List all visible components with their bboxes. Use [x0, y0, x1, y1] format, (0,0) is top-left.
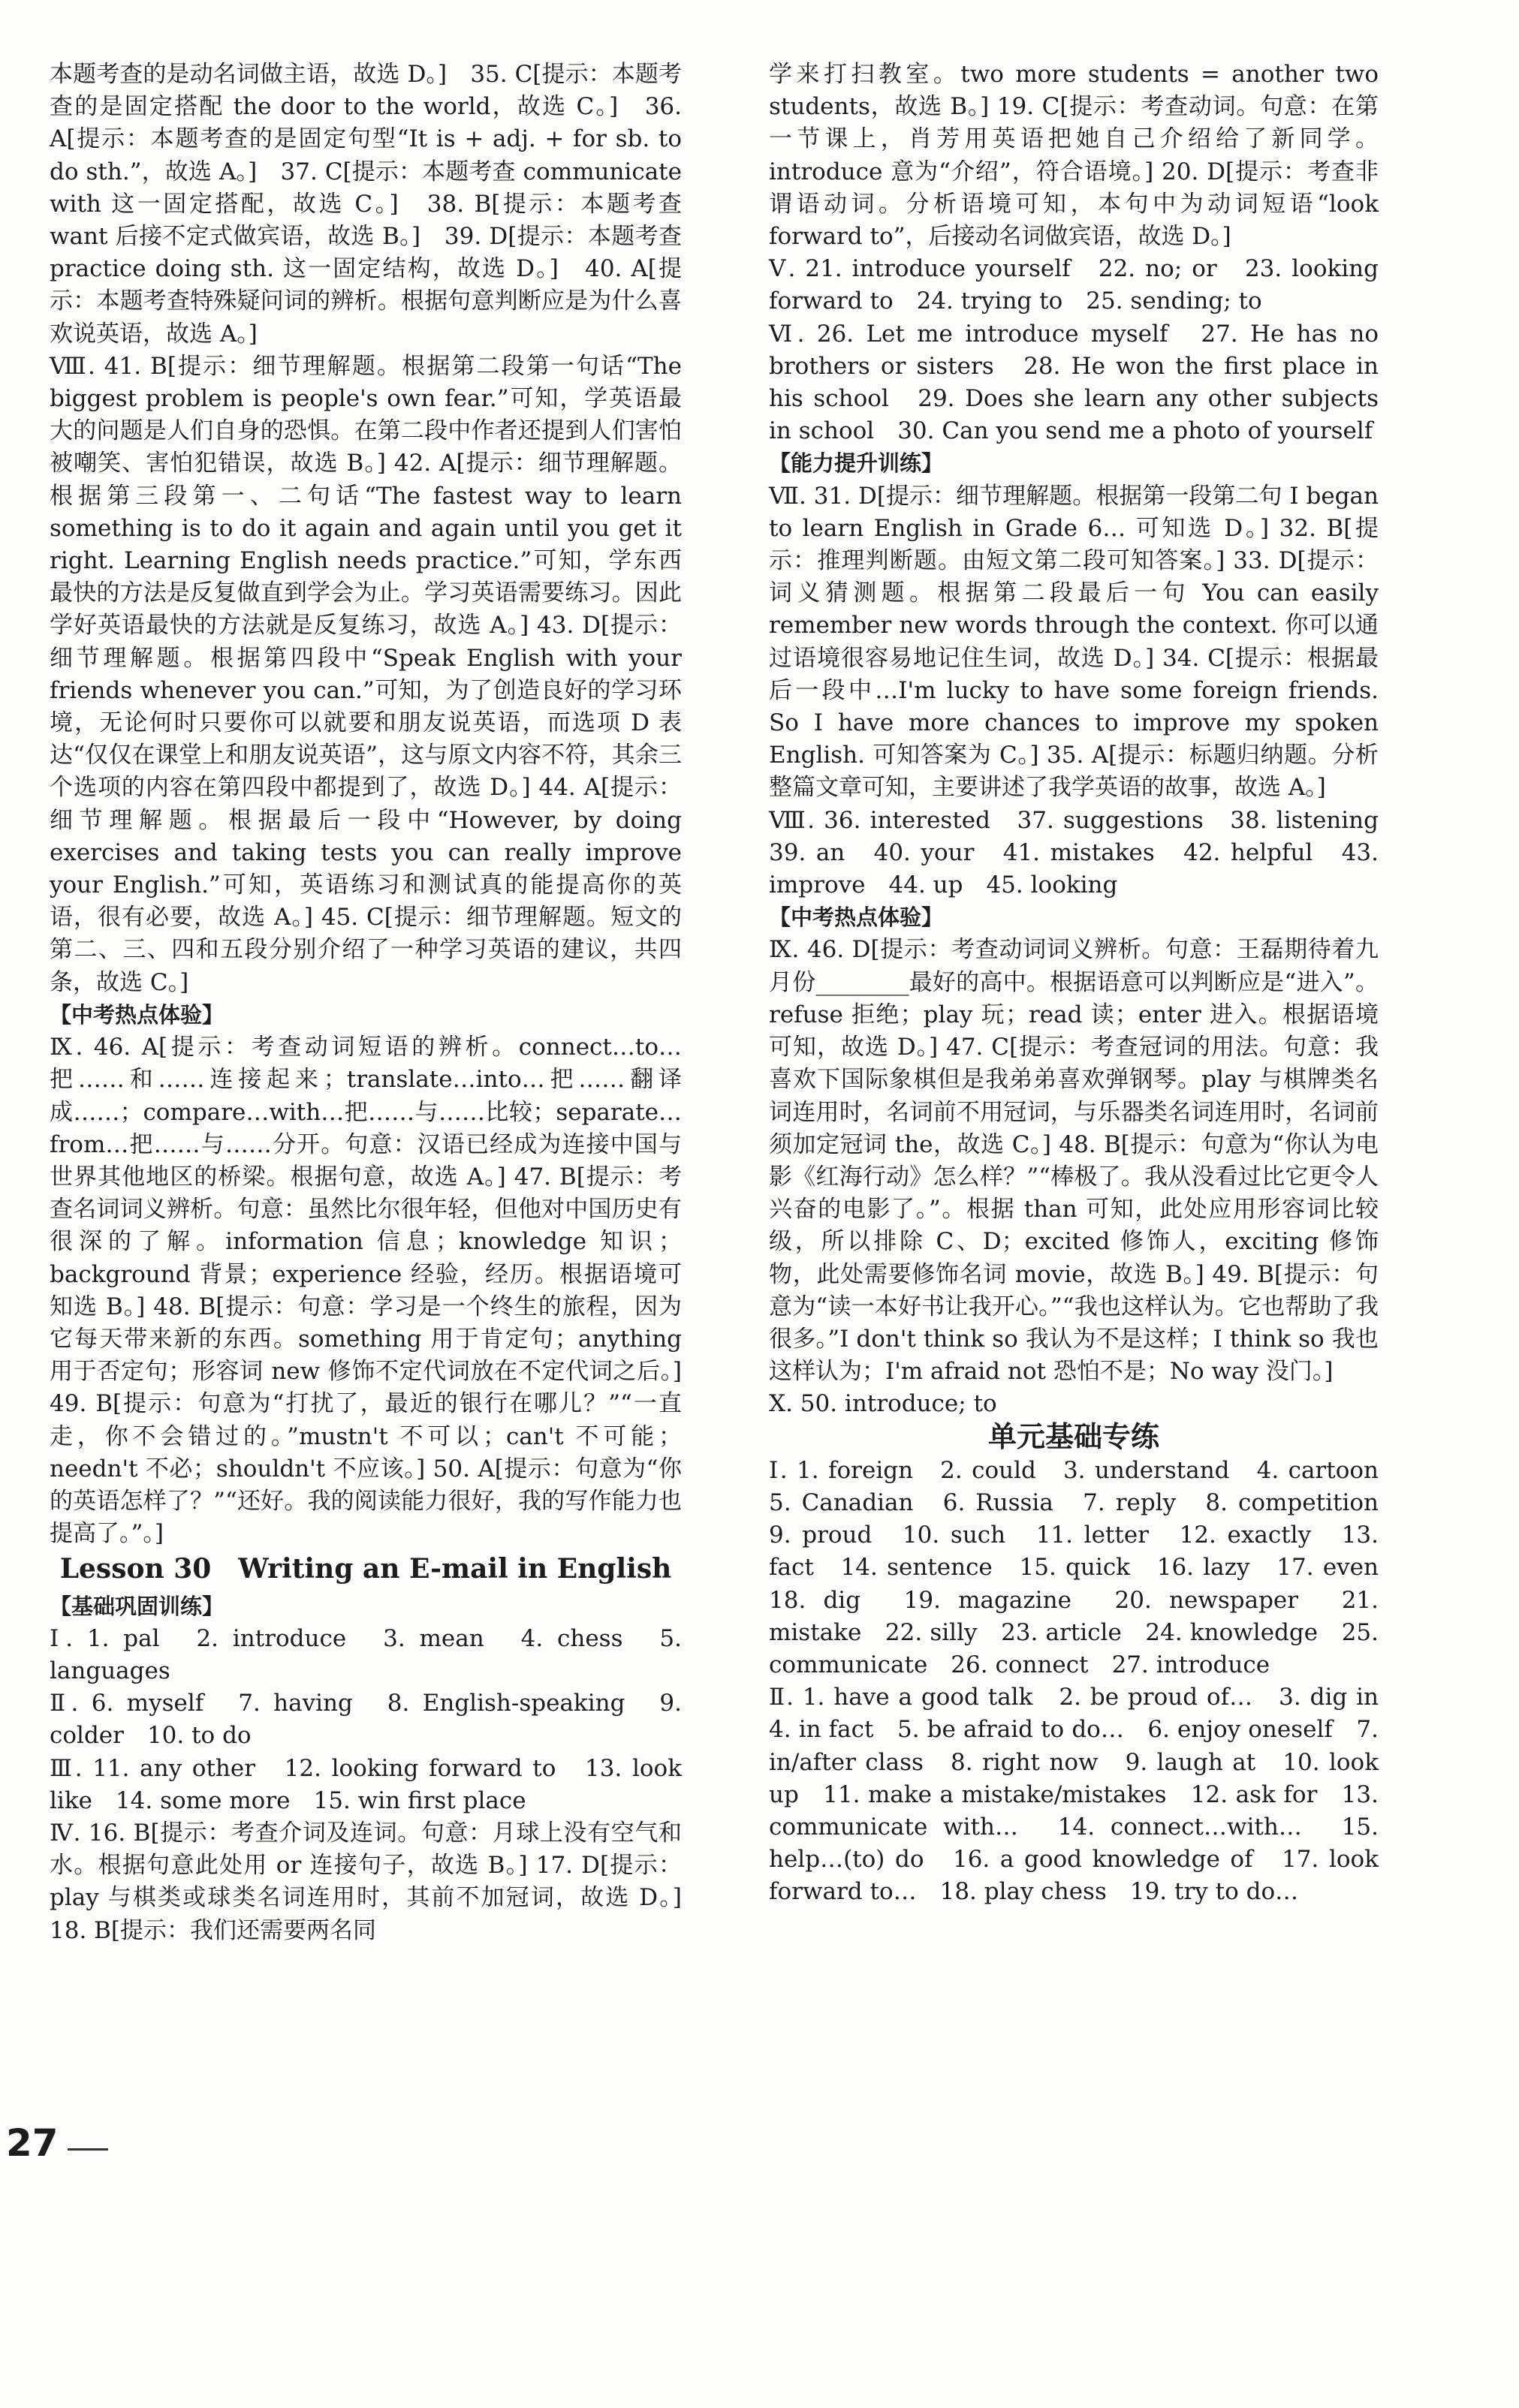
answer-paragraph: Ⅲ. 11. any other 12. looking forward to 13. look like 14. some more 15. win first place: [50, 1754, 682, 1814]
section-heading: 【基础巩固训练】: [50, 1593, 225, 1619]
answer-paragraph: Ⅶ. 31. D[提示：细节理解题。根据第一段第二句 I began to learn English in Grade 6… 可知选 D。] 32. B[提示：推理判断题。由短文第二段可知答案。] 33. D[提示：词义猜测题。根据第二段最后一句 You can easily remember new words through the context. 你可以通过语境很容易地记住生词，故选 D。] 34. C[提示：根据最后一段中…I'm lucky to have some foreign friends. So I have more chances to improve my spoken English. 可知答案为 C。] 35. A[提示：标题归纳题。分析整篇文章可知，主要讲述了我学英语的故事，故选 A。]: [769, 482, 1379, 802]
answer-paragraph: Ⅷ. 41. B[提示：细节理解题。根据第二段第一句话“The biggest problem is people's own fear.”可知，学英语最大的问题是人们自身的恐惧。在第二段中作者还提到人们害怕被嘲笑、害怕犯错误，故选 B。] 42. A[提示：细节理解题。根据第三段第一、二句话“The fastest way to learn something is to do it again and again until you get it right. Learning English needs practice.”可知，学东西最快的方法是反复做直到学会为止。学习英语需要练习。因此学好英语最快的方法就是反复练习，故选 A。] 43. D[提示：细节理解题。根据第四段中“Speak English with your friends whenever you can.”可知，为了创造良好的学习环境，无论何时只要你可以就要和朋友说英语，而选项 D 表达“仅仅在课堂上和朋友说英语”，这与原文内容不符，其余三个选项的内容在第四段中都提到了，故选 D。] 44. A[提示：细节理解题。根据最后一段中“However, by doing exercises and taking tests you can really improve your English.”可知，英语练习和测试真的能提高你的英语，很有必要，故选 A。] 45. C[提示：细节理解题。短文的第二、三、四和五段分别介绍了一种学习英语的建议，共四条，故选 C。]: [50, 352, 682, 996]
answer-paragraph: Ⅴ. 21. introduce yourself 22. no; or 23. looking forward to 24. trying to 25. sending; to: [769, 255, 1379, 315]
answer-paragraph: Ⅰ. 1. pal 2. introduce 3. mean 4. chess 5. languages: [50, 1624, 682, 1684]
section-heading: 【能力提升训练】: [769, 450, 944, 477]
answer-paragraph: Ⅵ. 26. Let me introduce myself 27. He has no brothers or sisters 28. He won the first place in his school 29. Does she learn any other subjects in school 30. Can you send me a photo of yourself: [769, 320, 1379, 445]
answer-paragraph: 本题考查的是动名词做主语，故选 D。] 35. C[提示：本题考查的是固定搭配 the door to the world，故选 C。] 36. A[提示：本题考查的是固定句型“It is + adj. + for sb. to do sth.”，故选 A。] 37. C[提示：本题考查 communicate with 这一固定搭配，故选 C。] 38. B[提示：本题考查 want 后接不定式做宾语，故选 B。] 39. D[提示：本题考查 practice doing sth. 这一固定结构，故选 D。] 40. A[提示：本题考查特殊疑问词的辨析。根据句意判断应是为什么喜欢说英语，故选 A。]: [50, 61, 682, 348]
section-heading: 【中考热点体验】: [769, 905, 944, 931]
section-heading: 【中考热点体验】: [50, 1001, 225, 1028]
answer-paragraph: Ⅳ. 16. B[提示：考查介词及连词。句意：月球上没有空气和水。根据句意此处用 or 连接句子，故选 B。] 17. D[提示：play 与棋类或球类名词连用时，其前不加冠词，故选 D。] 18. B[提示：我们还需要两名同: [50, 1819, 682, 1944]
right-column: [769, 59, 1402, 1909]
answer-paragraph: 学来打扫教室。two more students = another two students，故选 B。] 19. C[提示：考查动词。句意：在第一节课上，肖芳用英语把她自己介绍给了新同学。introduce 意为“介绍”，符合语境。] 20. D[提示：考查非谓语动词。分析语境可知，本句中为动词短语“look forward to”，后接动名词做宾语，故选 D。]: [769, 61, 1379, 251]
lesson-title: Lesson 30 Writing an E-mail in English: [59, 1553, 672, 1585]
page-number-rule: [68, 2148, 108, 2151]
answer-paragraph: Ⅸ. 46. D[提示：考查动词词义辨析。句意：王磊期待着九月份________最好的高中。根据语意可以判断应是“进入”。refuse 拒绝；play 玩；read 读；enter 进入。根据语境可知，故选 D。] 47. C[提示：考查冠词的用法。句意：我喜欢下国际象棋但是我弟弟喜欢弹钢琴。play 与棋牌类名词连用时，名词前不用冠词，与乐器类名词连用时，名词前须加定冠词 the，故选 C。] 48. B[提示：句意为“你认为电影《红海行动》怎么样？”“棒极了。我从没看过比它更令人兴奋的电影了。”。根据 than 可知，此处应用形容词比较级，所以排除 C、D；excited 修饰人，exciting 修饰物，此处需要修饰名词 movie，故选 B。] 49. B[提示：句意为“读一本好书让我开心。”“我也这样认为。它也帮助了我很多。”I don't think so 我认为不是这样；I think so 我也这样认为；I'm afraid not 恐怕不是；No way 没门。]: [769, 936, 1379, 1386]
unit-title: 单元基础专练: [987, 1419, 1159, 1453]
answer-paragraph: Ⅹ. 50. introduce; to: [769, 1390, 997, 1418]
answer-paragraph: Ⅱ. 6. myself 7. having 8. English-speaking 9. colder 10. to do: [50, 1690, 682, 1750]
answer-paragraph: Ⅰ. 1. foreign 2. could 3. understand 4. cartoon 5. Canadian 6. Russia 7. reply 8. competition 9. proud 10. such 11. letter 12. exactly 13. fact 14. sentence 15. quick 16. lazy 17. even 18. dig 19. magazine 20. newspaper 21. mistake 22. silly 23. article 24. knowledge 25. communicate 26. connect 27. introduce: [769, 1456, 1402, 1678]
left-column: [50, 59, 682, 1947]
answer-paragraph: Ⅱ. 1. have a good talk 2. be proud of… 3. dig in 4. in fact 5. be afraid to do… 6. enjoy oneself 7. in/after class 8. right now 9. laugh at 10. look up 11. make a mistake/mistakes 12. ask for 13. communicate with… 14. connect…with… 15. help…(to) do 16. a good knowledge of 17. look forward to… 18. play chess 19. try to do…: [769, 1684, 1402, 1906]
page-number: 27: [6, 2121, 59, 2165]
answer-paragraph: Ⅷ. 36. interested 37. suggestions 38. listening 39. an 40. your 41. mistakes 42. helpful 43. improve 44. up 45. looking: [769, 806, 1402, 899]
answer-paragraph: Ⅸ. 46. A[提示：考查动词短语的辨析。connect…to…把……和……连接起来；translate…into…把……翻译成……；compare…with…把……与……比较；separate…from…把……与……分开。句意：汉语已经成为连接中国与世界其他地区的桥梁。根据句意，故选 A。] 47. B[提示：考查名词词义辨析。句意：虽然比尔很年轻，但他对中国历史有很深的了解。information 信息；knowledge 知识；background 背景；experience 经验，经历。根据语境可知选 B。] 48. B[提示：句意：学习是一个终生的旅程，因为它每天带来新的东西。something 用于肯定句；anything 用于否定句；形容词 new 修饰不定代词放在不定代词之后。] 49. B[提示：句意为“打扰了，最近的银行在哪儿？”“一直走，你不会错过的。”mustn't 不可以；can't 不可能；needn't 不必；shouldn't 不应该。] 50. A[提示：句意为“你的英语怎样了？”“还好。我的阅读能力很好，我的写作能力也提高了。”。]: [50, 1034, 682, 1548]
